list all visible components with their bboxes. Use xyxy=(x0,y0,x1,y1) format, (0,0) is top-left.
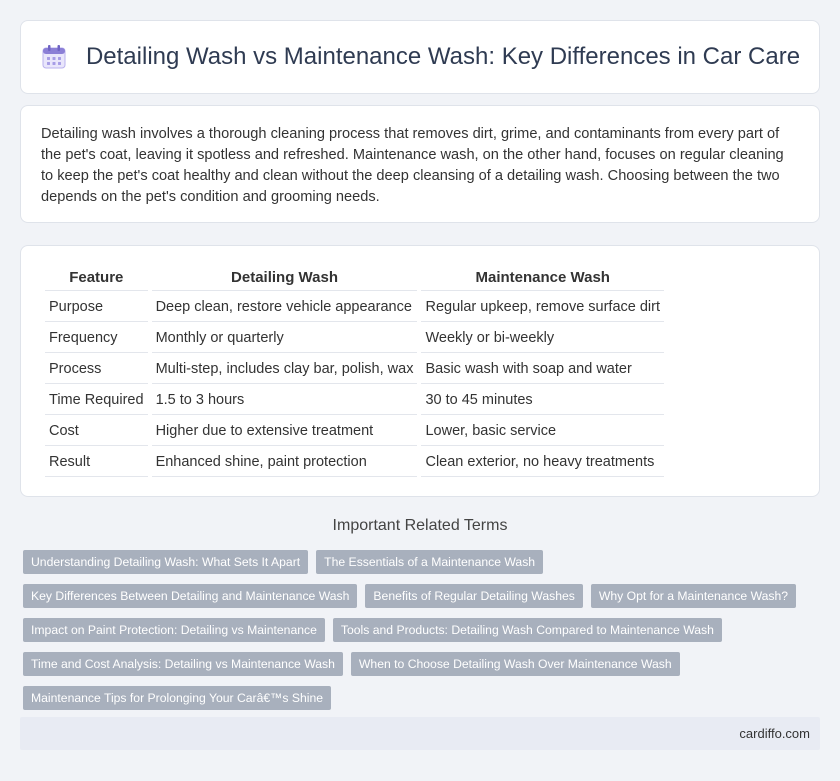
related-term-tag[interactable]: Understanding Detailing Wash: What Sets It Apart xyxy=(23,550,308,574)
related-term-tag[interactable]: When to Choose Detailing Wash Over Maintenance Wash xyxy=(351,652,680,676)
comparison-card xyxy=(20,245,820,497)
table-row xyxy=(45,384,664,415)
intro-card xyxy=(20,105,820,223)
related-term-tag[interactable]: Benefits of Regular Detailing Washes xyxy=(365,584,582,608)
related-term-tag[interactable]: Time and Cost Analysis: Detailing vs Maintenance Wash xyxy=(23,652,343,676)
related-terms-list xyxy=(23,550,813,720)
column-header: Maintenance Wash xyxy=(421,264,664,291)
comparison-table xyxy=(41,264,668,477)
related-term-tag[interactable]: Tools and Products: Detailing Wash Compared to Maintenance Wash xyxy=(333,618,722,642)
related-term-tag[interactable]: Maintenance Tips for Prolonging Your Carâ€™s Shine xyxy=(23,686,331,710)
table-cell: Deep clean, restore vehicle appearance xyxy=(152,291,418,322)
related-term-tag[interactable]: Impact on Paint Protection: Detailing vs Maintenance xyxy=(23,618,325,642)
table-row xyxy=(45,291,664,322)
related-term-tag[interactable]: Key Differences Between Detailing and Maintenance Wash xyxy=(23,584,357,608)
page-title: Detailing Wash vs Maintenance Wash: Key Differences in Car Care xyxy=(85,43,801,70)
footer-site-link[interactable]: cardiffo.com xyxy=(739,726,810,741)
footer xyxy=(20,717,820,750)
table-cell: Lower, basic service xyxy=(421,415,664,446)
table-cell: Purpose xyxy=(45,291,148,322)
column-header: Detailing Wash xyxy=(152,264,418,291)
table-cell: Cost xyxy=(45,415,148,446)
table-header-row xyxy=(45,264,664,291)
table-cell: Monthly or quarterly xyxy=(152,322,418,353)
table-cell: Enhanced shine, paint protection xyxy=(152,446,418,477)
table-cell: Process xyxy=(45,353,148,384)
table-row xyxy=(45,446,664,477)
table-cell: Regular upkeep, remove surface dirt xyxy=(421,291,664,322)
table-cell: Time Required xyxy=(45,384,148,415)
table-cell: Basic wash with soap and water xyxy=(421,353,664,384)
table-cell: 30 to 45 minutes xyxy=(421,384,664,415)
table-row xyxy=(45,353,664,384)
table-cell: Higher due to extensive treatment xyxy=(152,415,418,446)
column-header: Feature xyxy=(45,264,148,291)
table-cell: Clean exterior, no heavy treatments xyxy=(421,446,664,477)
related-term-tag[interactable]: Why Opt for a Maintenance Wash? xyxy=(591,584,796,608)
related-terms-title: Important Related Terms xyxy=(332,517,508,534)
table-cell: 1.5 to 3 hours xyxy=(152,384,418,415)
table-row xyxy=(45,322,664,353)
calendar-icon xyxy=(40,43,68,71)
intro-text: Detailing wash involves a thorough cleaning process that removes dirt, grime, and contaminants from every part of the pet's coat, leaving it spotless and refreshed. Maintenance wash, on the other hand, focuses on regular cleaning to keep the pet's coat healthy and clean without the deep cleansing of a detailing wash. Choosing between the two depends on the pet's condition and grooming needs. xyxy=(41,126,784,205)
table-cell: Frequency xyxy=(45,322,148,353)
table-cell: Result xyxy=(45,446,148,477)
related-term-tag[interactable]: The Essentials of a Maintenance Wash xyxy=(316,550,543,574)
table-row xyxy=(45,415,664,446)
header-card xyxy=(20,20,820,94)
table-cell: Weekly or bi-weekly xyxy=(421,322,664,353)
table-cell: Multi-step, includes clay bar, polish, wax xyxy=(152,353,418,384)
